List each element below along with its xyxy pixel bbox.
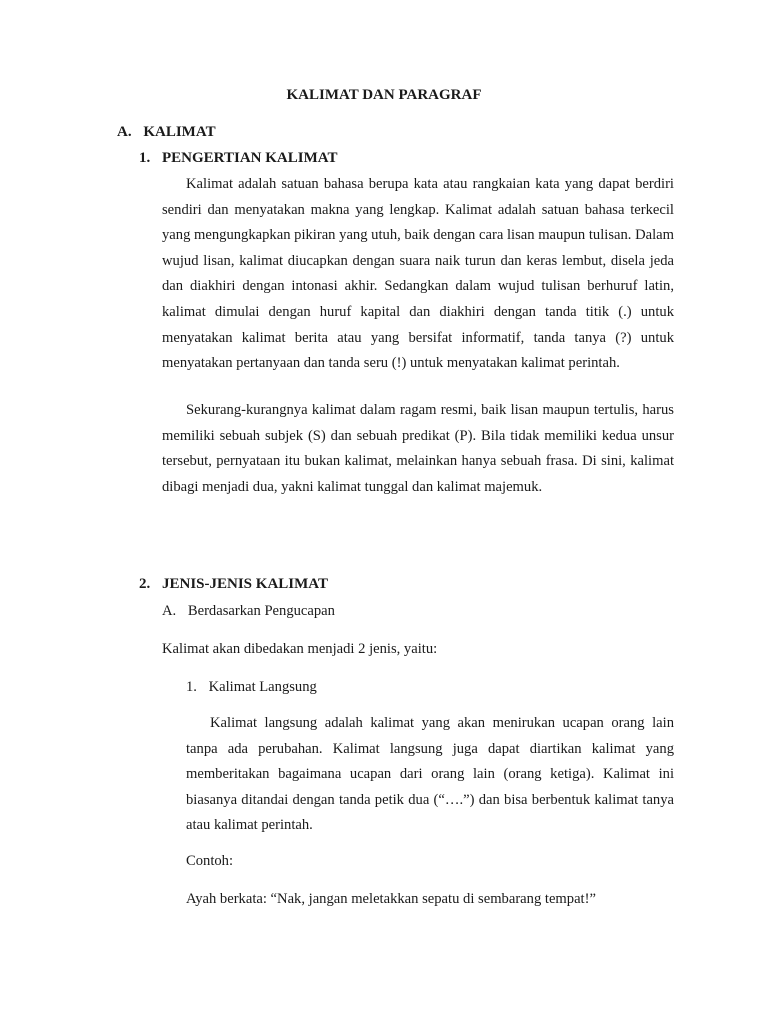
document-title: KALIMAT DAN PARAGRAF [286, 87, 482, 103]
paragraph-definition-1: Kalimat adalah satuan bahasa berupa kata atau rangkaian kata yang dapat berdiri sendiri dan menyatakan makna yang lengkap. Kalimat adalah satuan bahasa terkecil yang mengungkapkan pikiran yang utuh, baik dengan cara lisan maupun tulisan. Dalam wujud lisan, kalimat diucapkan dengan suara naik turun dan keras lembut, disela jeda dan diakhiri dengan intonasi akhir. Sedangkan dalam wujud tulisan berhuruf latin, kalimat dimulai dengan huruf kapital dan diakhiri dengan tanda titik (.) untuk menyatakan kalimat berita atau yang bersifat informatif, tanda tanya (?) untuk menyatakan pertanyaan dan tanda seru (!) untuk menyatakan kalimat perintah. [162, 176, 674, 372]
intro-text: Kalimat akan dibedakan menjadi 2 jenis, yaitu: [162, 641, 438, 657]
sub-a-title: Berdasarkan Pengucapan [187, 603, 335, 619]
subsection-2-heading [139, 576, 328, 593]
sub-a-heading [162, 601, 335, 621]
subsection-2-marker: 2. [139, 576, 151, 592]
section-a-title: KALIMAT [143, 124, 216, 140]
subsection-1-title: PENGERTIAN KALIMAT [162, 150, 338, 166]
item-1-marker: 1. [186, 679, 197, 695]
subsection-1-marker: 1. [139, 150, 151, 166]
paragraph-definition-2: Sekurang-kurangnya kalimat dalam ragam resmi, baik lisan maupun tertulis, harus memiliki sebuah subjek (S) dan sebuah predikat (P). Bila tidak memiliki kedua unsur tersebut, pernyataan itu bukan kalimat, melainkan hanya sebuah frasa. Di sini, kalimat dibagi menjadi dua, yakni kalimat tunggal dan kalimat majemuk. [162, 402, 674, 495]
paragraph-kalimat-langsung: Kalimat langsung adalah kalimat yang akan menirukan ucapan orang lain tanpa ada perubahan. Kalimat langsung juga dapat diartikan kalimat yang memberitakan bagaimana ucapan dari orang lain (orang ketiga). Kalimat ini biasanya ditandai dengan tanda petik dua (“….”) dan bisa berbentuk kalimat tanya atau kalimat perintah. [186, 715, 674, 834]
section-a-heading [117, 124, 216, 141]
example-label: Contoh: [186, 853, 234, 869]
item-1-title: Kalimat Langsung [208, 679, 317, 695]
example-text: Ayah berkata: “Nak, jangan meletakkan sepatu di sembarang tempat!” [186, 891, 596, 907]
section-a-marker: A. [117, 124, 132, 140]
sub-a-marker: A. [162, 603, 177, 619]
item-1-heading [186, 677, 317, 697]
subsection-2-title: JENIS-JENIS KALIMAT [162, 576, 329, 592]
subsection-1-heading [139, 150, 337, 167]
